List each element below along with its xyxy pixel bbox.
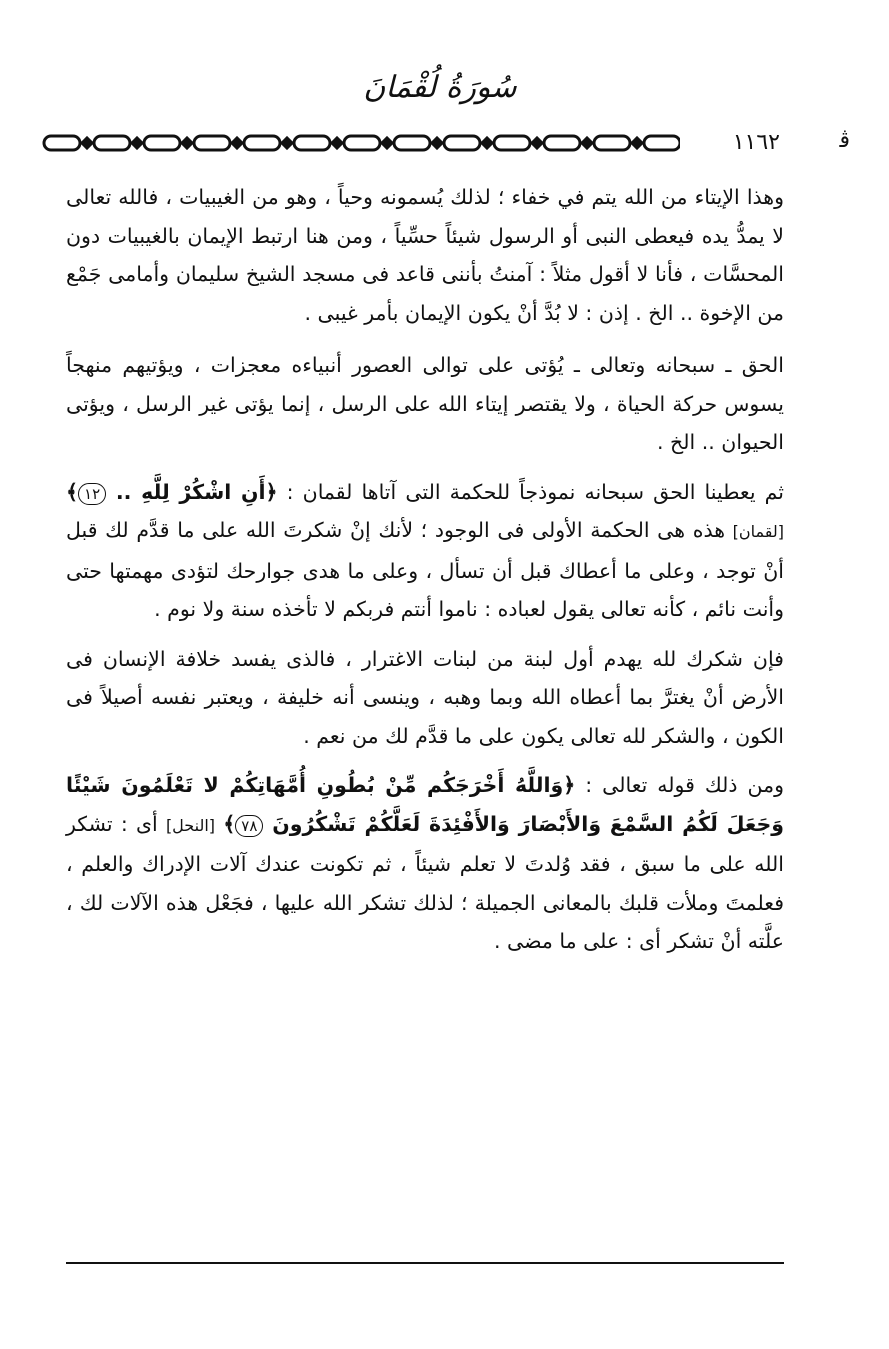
quran-quote: ﴿أَنِ اشْكُرْ لِلَّهِ .. [106, 479, 278, 504]
page-body [66, 178, 784, 972]
quran-quote: ﴿وَاللَّهُ أَخْرَجَكُم مِّنْ بُطُونِ أُمَّهَاتِكُمْ لا تَعْلَمُونَ شَيْئًا وَجَعَلَ لَكُمُ السَّمْعَ وَالأَبْصَارَ وَالأَفْئِدَةَ لَعَلَّكُمْ تَشْكُرُونَ [66, 773, 784, 836]
paragraph-3-body: هذه هى الحكمة الأولى فى الوجود ؛ لأنك إنْ شكرتَ الله على ما قدَّم لك قبل أنْ توجد ، وعلى ما أعطاك قبل أن تسأل ، وعلى ما هدى جوارحك لتؤدى مهمتها حتى وأنت نائم ، كأنه تعالى يقول لعباده : ناموا أنتم فربكم لا تأخذه سنة ولا نوم . [66, 518, 784, 621]
quote-close: ﴾ [223, 811, 236, 836]
ornamental-border-icon [40, 130, 680, 156]
header-ornament-icon: ﭬ [839, 128, 850, 153]
page-header [40, 126, 850, 160]
surah-reference: [لقمان] [732, 522, 784, 541]
quote-close: ﴾ [66, 479, 79, 504]
paragraph-5-body: أى : تشكر الله على ما سبق ، فقد وُلدتَ لا تعلم شيئاً ، ثم تكونت عندك آلات الإدراك والعلم ، فعلمتَ وملأت قلبك بالمعانى الجميلة ؛ لذلك تشكر الله عليها ، فجَعْل هذه الآلات لك ، علَّته أنْ تشكر أى : على ما مضى . [66, 811, 784, 953]
surah-reference: [النحل] [165, 815, 216, 835]
paragraph-3 [66, 473, 784, 629]
page-number: ١١٦٢ [732, 130, 780, 155]
paragraph-2: الحق ـ سبحانه وتعالى ـ يُؤتى على توالى العصور أنبياءه معجزات ، ويؤتيهم منهجاً يسوس حركة الحياة ، ولا يقتصر إيتاء الله على الرسل ، إنما يؤتى غير الرسل ، ويؤتى الحيوان .. الخ . [66, 353, 784, 454]
paragraph-3-intro: ثم يعطينا الحق سبحانه نموذجاً للحكمة التى آتاها لقمان : [277, 479, 784, 504]
footer-rule [66, 1262, 784, 1264]
paragraph-1: وهذا الإيتاء من الله يتم في خفاء ؛ لذلك يُسمونه وحياً ، وهو من الغيبيات ، فالله تعالى لا يمدُّ يده فيعطى النبى أو الرسول شيئاً حسِّياً ، ومن هنا ارتبط الإيمان بالغيبيات دون المحسَّات ، فأنا لا أقول مثلاً : آمنتُ بأننى قاعد فى مسجد الشيخ سليمان وأمامى جَمْع من الإخوة .. الخ . إذن : لا بُدَّ أنْ يكون الإيمان بأمر غيبى . [66, 185, 784, 325]
paragraph-4: فإن شكرك لله يهدم أول لبنة من لبنات الاغترار ، فالذى يفسد خلافة الإنسان فى الأرض أنْ يغترَّ بما أعطاه الله وبما وهبه ، وينسى أنه خليفة ، ويعتبر نفسه أصيلاً فى الكون ، والشكر لله تعالى يكون على ما قدَّم لك من نعم . [66, 646, 784, 748]
verse-number: ١٢ [78, 483, 106, 505]
paragraph-5-intro: ومن ذلك قوله تعالى : [575, 773, 784, 797]
surah-title: سُورَةُ لُقْمَانَ [363, 70, 517, 105]
verse-number: ٧٨ [235, 815, 263, 837]
paragraph-5 [66, 766, 784, 961]
